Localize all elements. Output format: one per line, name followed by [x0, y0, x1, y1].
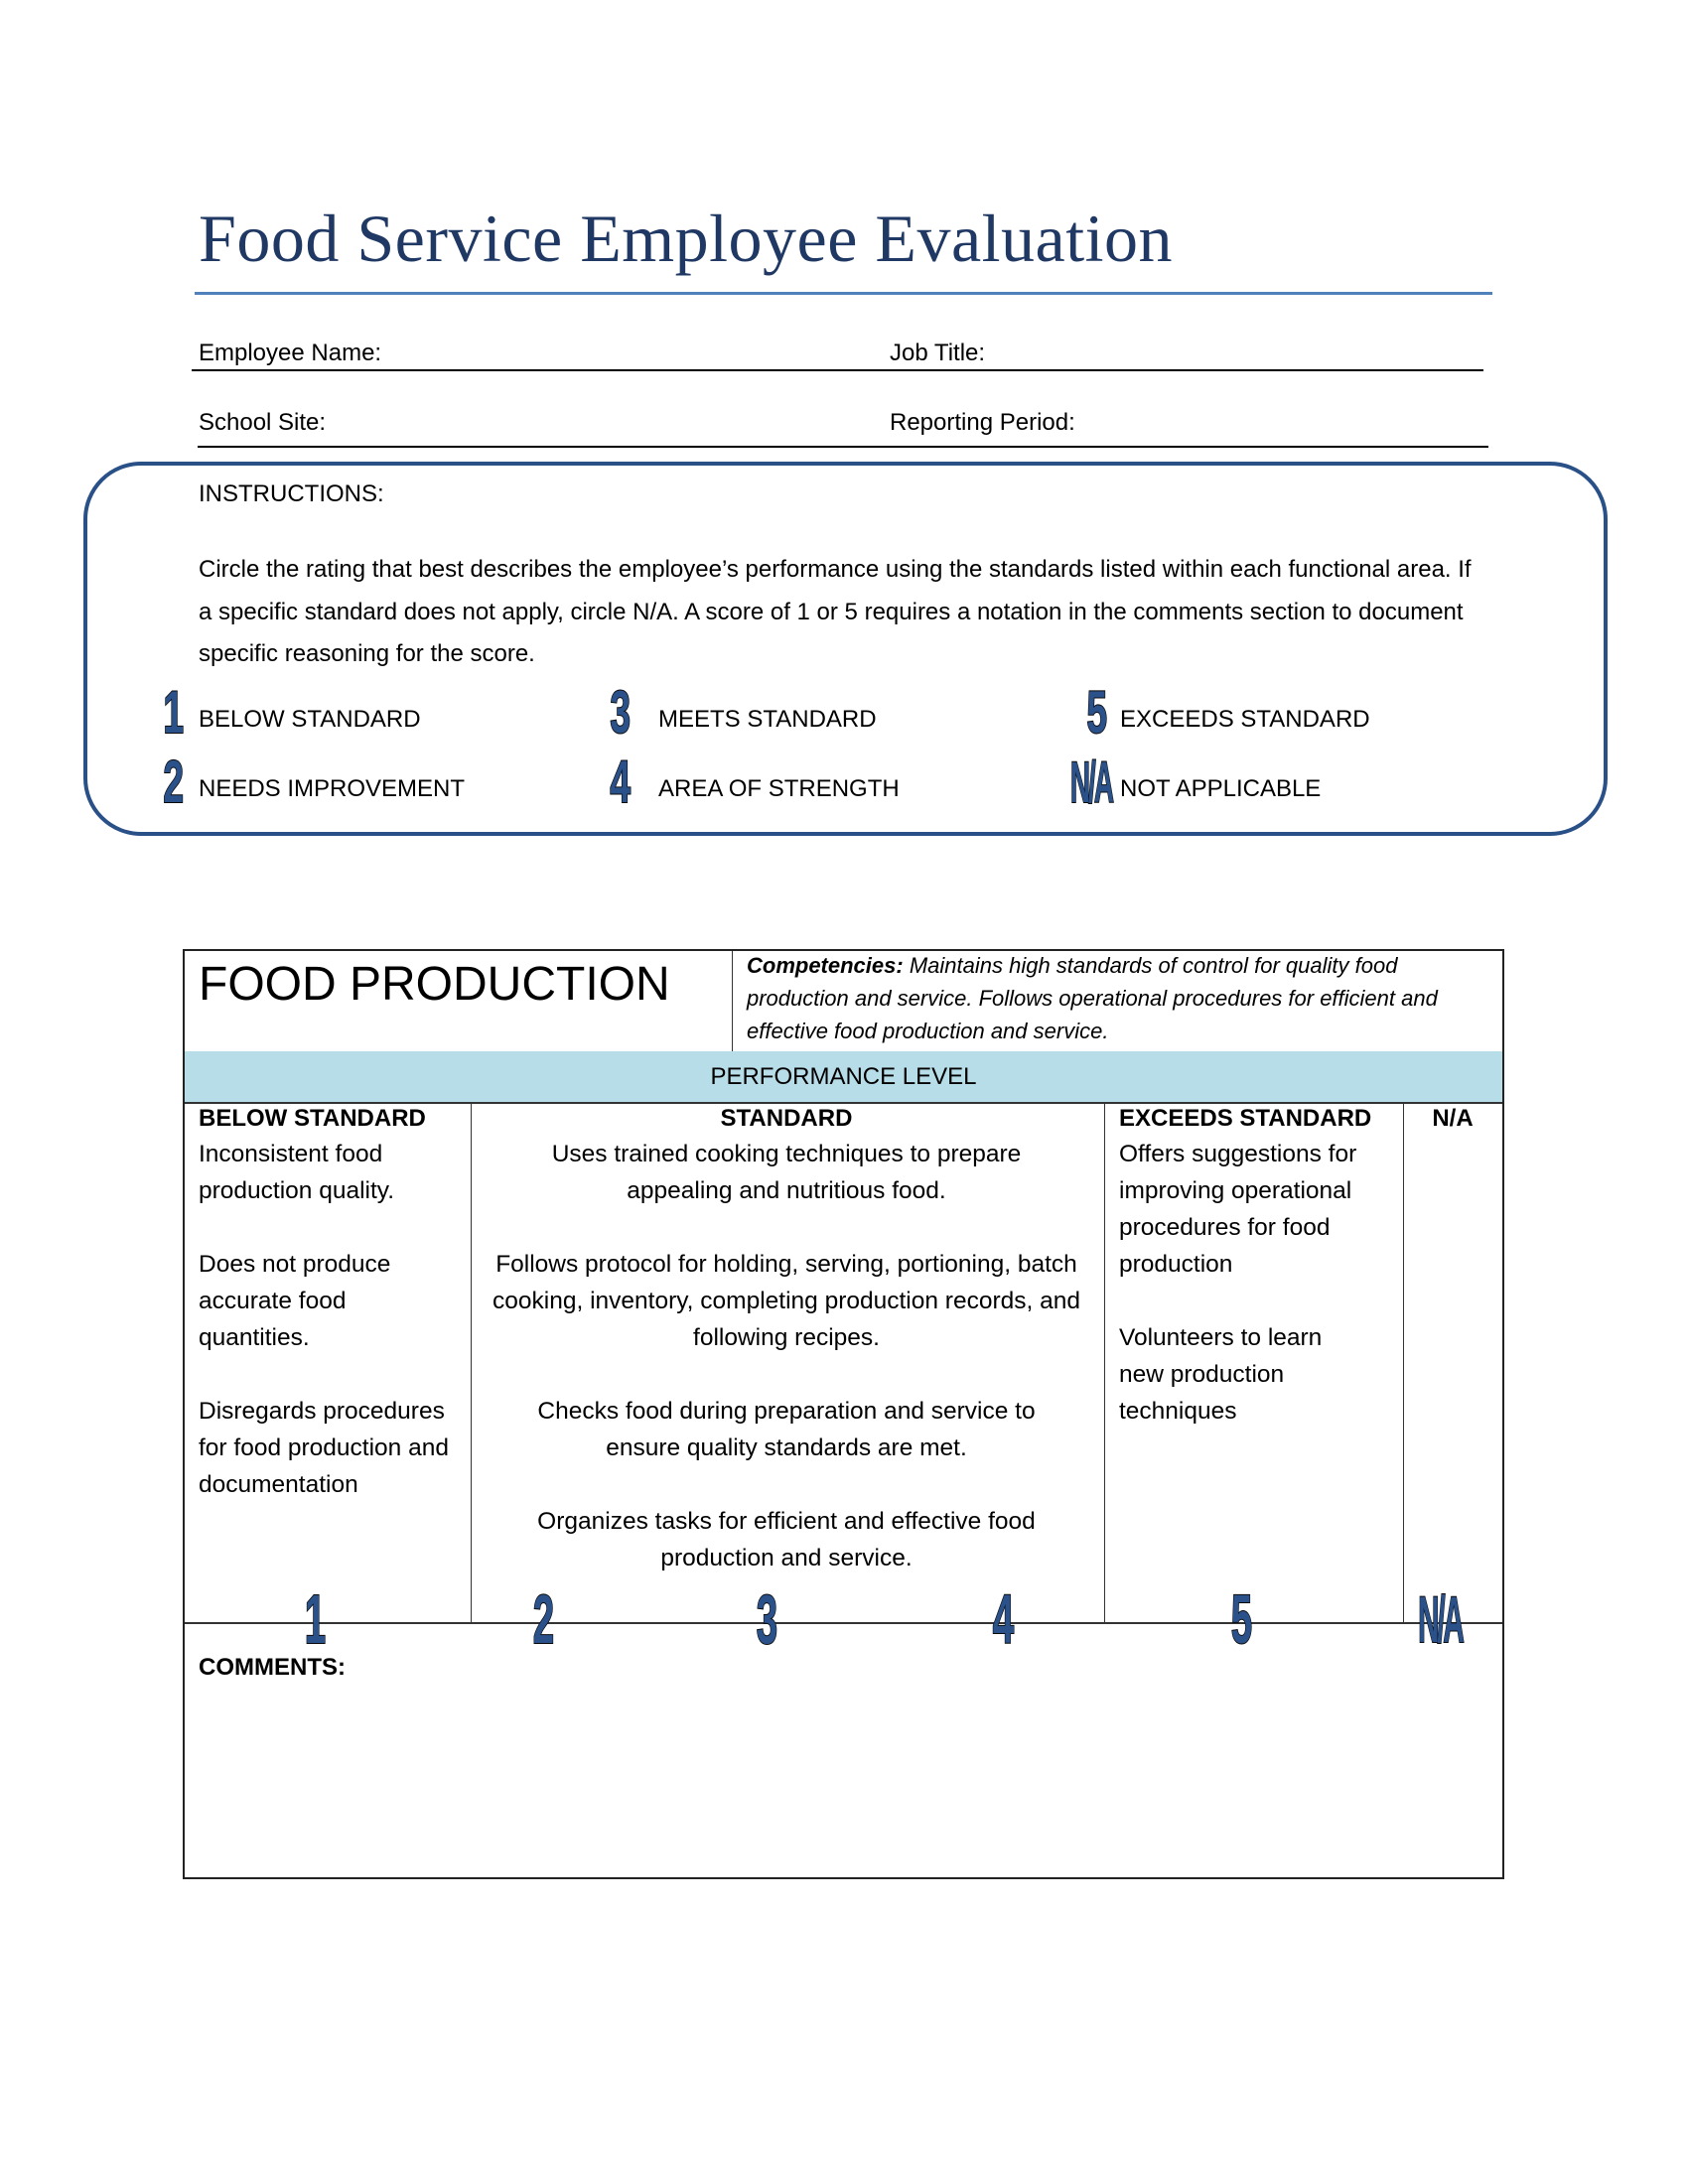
- header-divider: [732, 951, 733, 1051]
- employee-name-line: [192, 369, 1483, 371]
- rating-2-icon: 2: [163, 749, 185, 815]
- rating-5-icon: 5: [1086, 679, 1108, 746]
- score-option-5[interactable]: 5: [1230, 1580, 1252, 1658]
- column-exceeds-standard: [1119, 1102, 1387, 1430]
- reporting-period-label: Reporting Period:: [890, 409, 1075, 436]
- legend-exceeds-standard: EXCEEDS STANDARD: [1120, 706, 1370, 733]
- standard-header: STANDARD: [720, 1105, 853, 1132]
- rating-4-icon: 4: [610, 749, 632, 815]
- comments-label: COMMENTS:: [199, 1654, 346, 1681]
- exceeds-standard-header: EXCEEDS STANDARD: [1119, 1105, 1372, 1132]
- column-na: [1403, 1102, 1502, 1136]
- exceeds-item: Volunteers to learn new production techniques: [1119, 1324, 1323, 1425]
- title-underline: [195, 292, 1492, 295]
- rating-na-icon: N/A: [1069, 751, 1113, 815]
- score-option-2[interactable]: 2: [532, 1580, 554, 1658]
- standard-item: Follows protocol for holding, serving, portioning, batch cooking, inventory, completing production records, and following recipes.: [492, 1251, 1080, 1351]
- score-option-4[interactable]: 4: [992, 1580, 1014, 1658]
- legend-below-standard: BELOW STANDARD: [199, 706, 421, 733]
- rating-1-icon: 1: [163, 679, 185, 746]
- score-option-1[interactable]: 1: [304, 1580, 326, 1658]
- school-site-line: [198, 446, 1488, 448]
- instructions-text: Circle the rating that best describes the employee’s performance using the standards listed within each functional area. If a specific standard does not apply, circle N/A. A score of 1 or 5 requires a notation in the comments section to document specific reasoning for the score.: [199, 556, 1472, 667]
- col-divider-2: [1104, 1104, 1105, 1622]
- employee-name-label: Employee Name:: [199, 340, 382, 366]
- legend-not-applicable: NOT APPLICABLE: [1120, 775, 1322, 802]
- score-option-3[interactable]: 3: [756, 1580, 777, 1658]
- performance-level-label: PERFORMANCE LEVEL: [710, 1063, 977, 1090]
- exceeds-item: Offers suggestions for improving operational procedures for food production: [1119, 1141, 1357, 1278]
- col-divider-1: [471, 1104, 472, 1622]
- school-site-label: School Site:: [199, 409, 327, 436]
- competencies-label: Competencies:: [747, 953, 904, 978]
- na-header: N/A: [1432, 1105, 1474, 1132]
- below-standard-header: BELOW STANDARD: [199, 1105, 426, 1132]
- column-standard: [477, 1102, 1096, 1576]
- comments-field[interactable]: [189, 1688, 1497, 1871]
- page-title: Food Service Employee Evaluation: [199, 201, 1173, 276]
- legend-meets-standard: MEETS STANDARD: [658, 706, 877, 733]
- section-title: FOOD PRODUCTION: [199, 958, 670, 1011]
- standard-item: Organizes tasks for efficient and effective food production and service.: [537, 1508, 1036, 1571]
- comments-top-rule: [185, 1622, 1502, 1624]
- col-divider-3: [1403, 1104, 1404, 1622]
- standard-item: Checks food during preparation and service to ensure quality standards are met.: [537, 1398, 1036, 1461]
- score-option-na[interactable]: N/A: [1417, 1582, 1463, 1656]
- competencies-text: Competencies: Maintains high standards of control for quality food production and service. Follows operational procedures for efficient and effective food production and service.: [747, 953, 1438, 1043]
- legend-needs-improvement: NEEDS IMPROVEMENT: [199, 775, 466, 802]
- job-title-label: Job Title:: [890, 340, 986, 366]
- standard-item: Uses trained cooking techniques to prepare appealing and nutritious food.: [551, 1141, 1022, 1204]
- rating-3-icon: 3: [610, 679, 632, 746]
- below-item: Inconsistent food production quality.: [199, 1141, 395, 1204]
- below-item: Does not produce accurate food quantities.: [199, 1251, 391, 1351]
- below-item: Disregards procedures for food production and documentation: [199, 1398, 449, 1498]
- instructions-heading: INSTRUCTIONS:: [199, 480, 384, 507]
- column-below-standard: [199, 1102, 462, 1503]
- legend-area-of-strength: AREA OF STRENGTH: [658, 775, 900, 802]
